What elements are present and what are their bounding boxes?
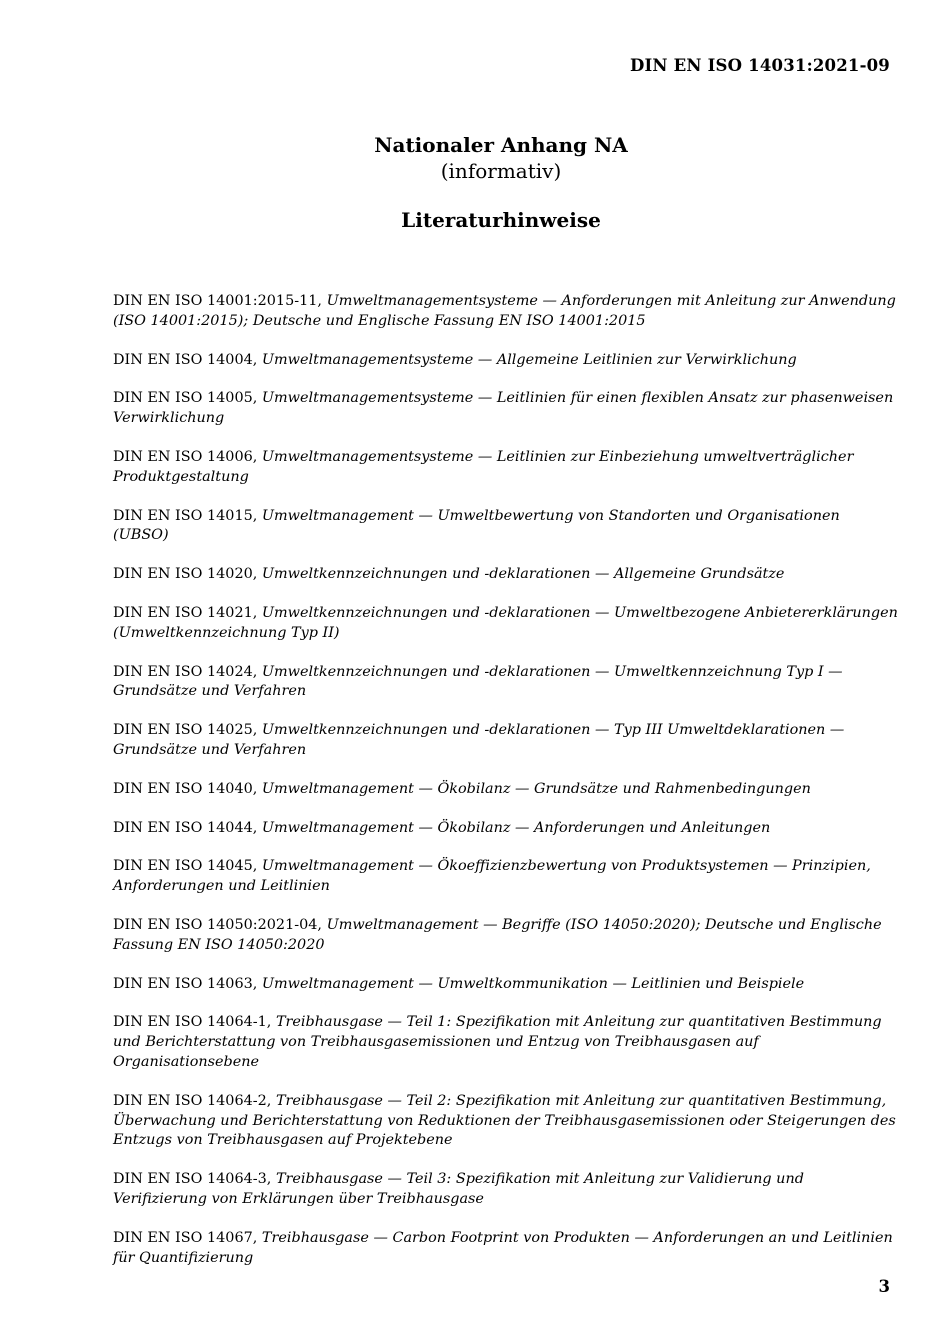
reference-title: Umweltkennzeichnungen und -deklarationen — Umweltkennzeichnung Typ I — Grundsätze und Verfahren [113, 663, 843, 700]
reference-title: Umweltkennzeichnungen und -deklarationen — Allgemeine Grundsätze [261, 566, 785, 583]
reference-item [113, 780, 898, 800]
document-id: DIN EN ISO 14031:2021-09 [629, 56, 890, 75]
reference-item [113, 916, 898, 956]
reference-item [113, 565, 898, 585]
reference-item [113, 604, 898, 644]
reference-id: DIN EN ISO 14045, [113, 858, 258, 875]
reference-id: DIN EN ISO 14004, [113, 351, 258, 368]
reference-item [113, 663, 898, 703]
reference-title: Treibhausgase — Teil 2: Spezifikation mit Anleitung zur quantitativen Bestimmung, Überwachung und Berichterstattung von Reduktionen der Treibhausgasemissionen oder Steigerungen des Entzugs von Treibhausgasen auf Projektebene [113, 1092, 896, 1149]
reference-id: DIN EN ISO 14064-3, [113, 1171, 272, 1188]
reference-id: DIN EN ISO 14064-2, [113, 1092, 272, 1109]
reference-title: Umweltkennzeichnungen und -deklarationen — Typ III Umweltdeklarationen — Grundsätze und Verfahren [113, 722, 845, 758]
reference-item [113, 1170, 898, 1210]
reference-item [113, 721, 898, 761]
reference-item [113, 1013, 898, 1072]
reference-item [113, 389, 898, 429]
reference-id: DIN EN ISO 14064-1, [113, 1014, 272, 1031]
reference-id: DIN EN ISO 14050:2021-04, [113, 916, 322, 933]
page-number: 3 [878, 1277, 890, 1296]
reference-title: Umweltmanagement — Ökobilanz — Anforderungen und Anleitungen [261, 819, 771, 836]
annex-subtitle: (informativ) [440, 159, 562, 183]
reference-id: DIN EN ISO 14040, [113, 780, 258, 797]
reference-title: Treibhausgase — Teil 3: Spezifikation mit Anleitung zur Validierung und Verifizierung von Erklärungen über Treibhausgase [113, 1171, 804, 1207]
reference-list [113, 292, 898, 1287]
reference-item [113, 1092, 898, 1151]
reference-id: DIN EN ISO 14015, [113, 507, 258, 524]
reference-title: Umweltmanagement — Ökobilanz — Grundsätze und Rahmenbedingungen [261, 780, 811, 797]
reference-item [113, 819, 898, 839]
reference-title: Umweltmanagementsysteme — Leitlinien zur Einbeziehung umweltverträglicher Produktgestaltung [113, 448, 854, 485]
reference-id: DIN EN ISO 14001:2015-11, [113, 293, 322, 309]
reference-title: Umweltmanagementsysteme — Anforderungen mit Anleitung zur Anwendung (ISO 14001:2015); Deutsche und Englische Fassung EN ISO 14001:2015 [113, 293, 896, 329]
reference-id: DIN EN ISO 14044, [113, 819, 258, 836]
section-title: Literaturhinweise [401, 208, 601, 232]
reference-id: DIN EN ISO 14063, [113, 975, 258, 992]
reference-item [113, 448, 898, 488]
reference-item [113, 857, 898, 897]
reference-title: Treibhausgase — Teil 1: Spezifikation mit Anleitung zur quantitativen Bestimmung und Berichterstattung von Treibhausgasemissionen und Entzug von Treibhausgasen auf Organisationsebene [113, 1014, 882, 1070]
reference-item [113, 351, 898, 371]
annex-title: Nationaler Anhang NA [374, 133, 628, 157]
reference-title: Umweltmanagement — Ökoeffizienzbewertung von Produktsystemen — Prinzipien, Anforderungen und Leitlinien [113, 858, 871, 895]
reference-id: DIN EN ISO 14020, [113, 566, 258, 583]
reference-id: DIN EN ISO 14067, [113, 1229, 258, 1246]
reference-title: Umweltkennzeichnungen und -deklarationen — Umweltbezogene Anbietererklärungen (Umweltkennzeichnung Typ II) [113, 604, 898, 641]
reference-id: DIN EN ISO 14021, [113, 604, 258, 621]
reference-title: Umweltmanagement — Umweltkommunikation — Leitlinien und Beispiele [261, 975, 805, 992]
reference-item [113, 507, 898, 547]
reference-id: DIN EN ISO 14005, [113, 390, 258, 407]
reference-item [113, 975, 898, 995]
reference-title: Treibhausgase — Carbon Footprint von Produkten — Anforderungen an und Leitlinien für Quantifizierung [113, 1229, 893, 1266]
reference-item [113, 292, 898, 332]
reference-title: Umweltmanagement — Umweltbewertung von Standorten und Organisationen (UBSO) [113, 507, 840, 544]
reference-item [113, 1229, 898, 1269]
reference-id: DIN EN ISO 14025, [113, 722, 258, 739]
reference-title: Umweltmanagementsysteme — Leitlinien für einen flexiblen Ansatz zur phasenweisen Verwirklichung [113, 390, 894, 427]
reference-title: Umweltmanagementsysteme — Allgemeine Leitlinien zur Verwirklichung [261, 351, 797, 368]
annex-heading [0, 131, 950, 183]
reference-id: DIN EN ISO 14024, [113, 663, 258, 680]
reference-id: DIN EN ISO 14006, [113, 448, 258, 465]
reference-title: Umweltmanagement — Begriffe (ISO 14050:2020); Deutsche und Englische Fassung EN ISO 14050:2020 [113, 916, 882, 953]
